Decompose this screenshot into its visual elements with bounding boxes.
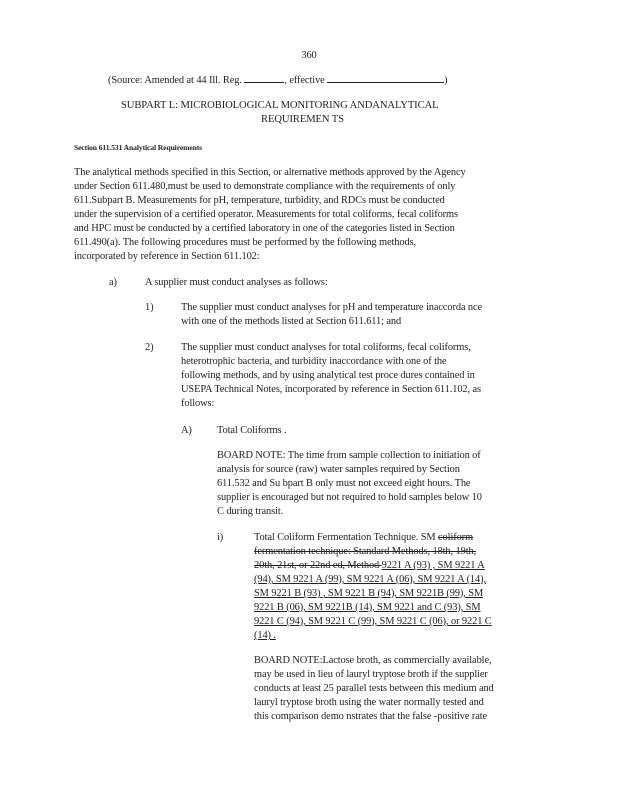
intro-paragraph: The analytical methods specified in this Section, or alternative methods approved by the Agency: [74, 167, 466, 178]
item-i-label: i): [217, 532, 224, 543]
item-i-text: (14) .: [254, 630, 276, 641]
board-note-1: supplier is encouraged but not required to hold samples below 10: [217, 492, 482, 503]
item-A-text: Total Coliforms .: [217, 425, 287, 436]
item-2-text: following methods, and by using analytical test proce dures contained in: [181, 370, 475, 381]
item-1-text: The supplier must conduct analyses for pH and temperature inaccorda nce: [181, 302, 483, 313]
intro-paragraph: 611.490(a). The following procedures must be performed by the following methods,: [74, 237, 417, 248]
item-i-text: SM 9221 B (93) , SM 9221 B (94), SM 9221B (99), SM: [254, 588, 484, 599]
subpart-title-cont: REQUIREMEN TS: [261, 114, 344, 125]
item-2-text: heterotrophic bacteria, and turbidity inaccordance with one of the: [181, 356, 447, 367]
intro-paragraph: 611.Subpart B. Measurements for pH, temperature, turbidity, and RDCs must be conducted: [74, 195, 445, 206]
item-a-label: a): [109, 277, 117, 288]
item-A-label: A): [181, 425, 192, 436]
intro-paragraph: and HPC must be conducted by a certified laboratory in one of the categories listed in Section: [74, 223, 455, 234]
intro-paragraph: under Section 611.480,must be used to demonstrate compliance with the requirements of only: [74, 181, 456, 192]
subpart-title: SUBPART L: MICROBIOLOGICAL MONITORING ANDANALYTICAL: [121, 100, 439, 111]
board-note-1: 611.532 and Su bpart B only must not exceed eight hours. The: [217, 478, 471, 489]
board-note-2: this comparison demo nstrates that the false -positive rate: [254, 711, 488, 722]
item-i-text: 9221 B (06), SM 9221B (14), SM 9221 and C (93), SM: [254, 602, 481, 613]
item-2-text: The supplier must conduct analyses for total coliforms, fecal coliforms,: [181, 342, 471, 353]
item-2-text: USEPA Technical Notes, incorporated by reference in Section 611.102, as: [181, 384, 481, 395]
source-note: (Source: Amended at 44 Ill. Reg. , effective ): [108, 72, 448, 87]
board-note-1: analysis for source (raw) water samples required by Section: [217, 464, 460, 475]
item-2-label: 2): [145, 342, 154, 353]
item-i-text: 9221 C (94), SM 9221 C (99), SM 9221 C (06), or 9221 C: [254, 616, 492, 627]
intro-paragraph: incorporated by reference in Section 611.102:: [74, 251, 260, 262]
page-number: 360: [301, 50, 317, 61]
date-blank: [244, 72, 284, 83]
board-note-2: lauryl tryptose broth using the water normally tested and: [254, 697, 484, 708]
board-note-2: BOARD NOTE:Lactose broth, as commercially available,: [254, 655, 492, 666]
board-note-2: conducts at least 25 parallel tests between this medium and: [254, 683, 494, 694]
effective-date-blank: [327, 72, 444, 83]
item-2-text: follows:: [181, 398, 215, 409]
board-note-1: C during transit.: [217, 506, 284, 517]
section-heading: Section 611.531 Analytical Requirements: [74, 143, 203, 152]
item-i-text: (94), SM 9221 A (99), SM 9221 A (06), SM 9221 A (14),: [254, 574, 486, 585]
item-i-text: Total Coliform Fermentation Technique. SM coliform: [254, 532, 474, 543]
item-a-text: A supplier must conduct analyses as follows:: [145, 277, 328, 288]
item-1-label: 1): [145, 302, 154, 313]
board-note-1: BOARD NOTE: The time from sample collection to initiation of: [217, 450, 481, 461]
item-1-text: with one of the methods listed at Section 611.611; and: [181, 316, 402, 327]
item-i-text: fermentation technique: Standard Methods, 18th, 19th,: [254, 546, 477, 557]
intro-paragraph: under the supervision of a certified operator. Measurements for total coliforms, fecal coliforms: [74, 209, 458, 220]
board-note-2: may be used in lieu of lauryl tryptose broth if the supplier: [254, 669, 488, 680]
item-i-text: 20th, 21st, or 22nd ed, Method 9221 A (93) , SM 9221 A: [254, 560, 485, 571]
